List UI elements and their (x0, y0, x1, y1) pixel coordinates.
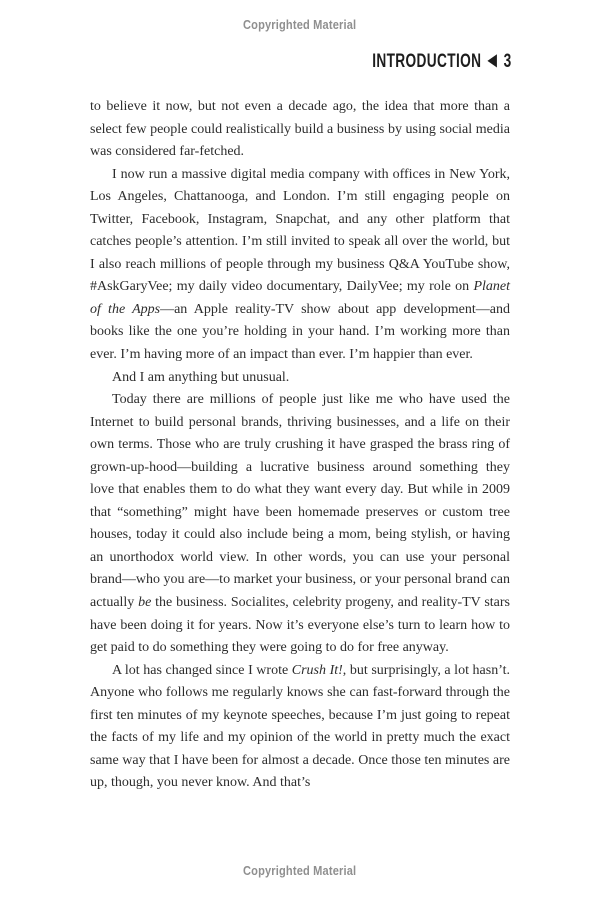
text-segment: the business. Socialites, celebrity progeny, and reality-TV stars have been doing it for years. Now it’s everyone else’s turn to learn how to get paid to do something they were going to do for free anyway. (90, 595, 510, 656)
text-segment: And I am anything but unusual. (112, 369, 290, 385)
chapter-title: INTRODUCTION (372, 51, 482, 72)
italic-text-segment: Crush It! (291, 662, 343, 678)
page-body (90, 96, 510, 795)
paragraph (90, 96, 510, 164)
text-segment: A lot has changed since I wrote (112, 662, 292, 678)
left-triangle-icon: ◀ (488, 52, 498, 69)
paragraph (90, 389, 510, 660)
text-segment: —an Apple reality-TV show about app development—and books like the one you’re holding in your hand. I’m working more than ever. I’m having more of an impact than ever. I’m happier than ever. (90, 301, 510, 363)
text-segment: , but surprisingly, a lot hasn’t. Anyone who follows me regularly knows she can fast-forward through the first ten minutes of my keynote speeches, because I’m just going to repeat the facts of my life and my opinion of the world in pretty much the exact same way that I have been for almost a decade. Once those ten minutes are up, though, you never know. And that’s (90, 662, 510, 791)
italic-text-segment: be (138, 595, 152, 611)
copyright-watermark-top (0, 17, 600, 32)
text-segment: Today there are millions of people just like me who have used the Internet to build personal brands, thriving businesses, and a life on their own terms. Those who are truly crushing it have grasped the brass ring of grown-up-hood—building a lucrative business around something they love that enables them to do what they want every day. But while in 2009 that “something” might have been homemade preserves or custom tree houses, today it could also include being a mom, being stylish, or having an unorthodox world view. In other words, you can use your personal brand—who you are—to market your business, or your personal brand can actually (90, 392, 510, 611)
paragraph (90, 660, 510, 795)
copyright-watermark-bottom (0, 863, 600, 878)
text-segment: to believe it now, but not even a decade ago, the idea that more than a select few people could realistically build a business by using social media was considered far-fetched. (90, 99, 510, 160)
paragraph (90, 367, 510, 390)
paragraph (90, 164, 510, 367)
copyright-watermark-top-label: Copyrighted Material (243, 17, 357, 32)
running-header (373, 51, 512, 73)
copyright-watermark-bottom-label: Copyrighted Material (243, 863, 357, 878)
italic-text-segment: Planet of the Apps (90, 279, 510, 317)
page-number: 3 (504, 51, 512, 72)
text-segment: I now run a massive digital media company with offices in New York, Los Angeles, Chattanooga, and London. I’m still engaging people on Twitter, Facebook, Instagram, Snapchat, and any other platform that catches people’s attention. I’m still invited to speak all over the world, but I also reach millions of people through my business Q&A YouTube show, #AskGaryVee; my daily video documentary, DailyVee; my role on (90, 166, 510, 295)
